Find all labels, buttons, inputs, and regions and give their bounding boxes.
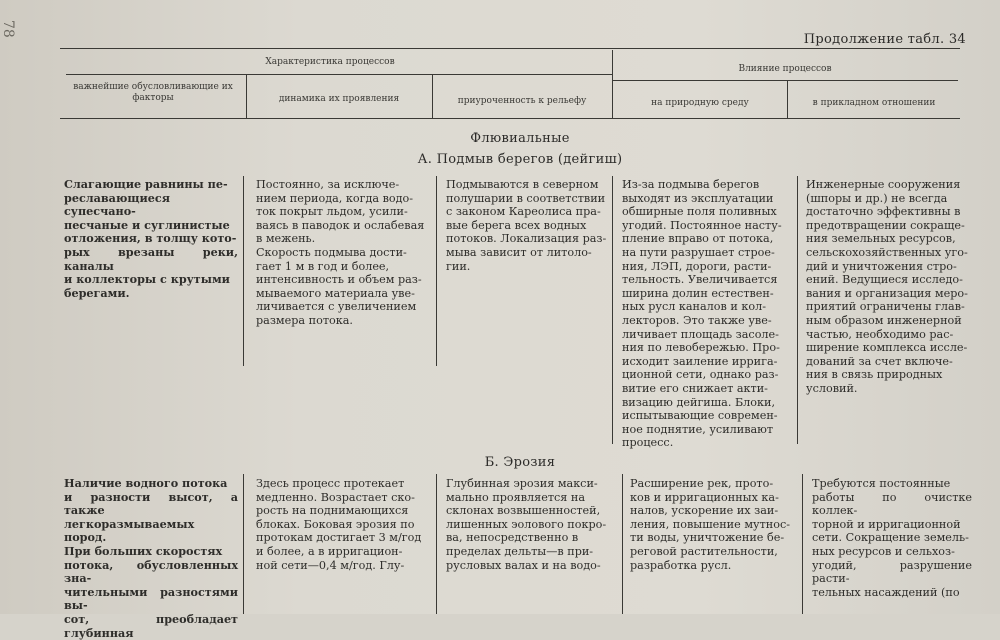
header-separator xyxy=(787,80,788,118)
section-title-fluvial: Флювиальные xyxy=(470,131,570,146)
header-separator xyxy=(246,74,247,118)
header-bottom-rule xyxy=(60,118,960,119)
table-top-rule xyxy=(60,48,960,49)
column-separator xyxy=(797,176,798,444)
header-separator xyxy=(612,50,613,118)
header-col-dynamics: динамика их проявления xyxy=(278,94,400,104)
group-right-rule xyxy=(612,80,958,81)
column-separator xyxy=(436,176,437,366)
header-col-environment: на природную среду xyxy=(651,98,749,108)
cell-a-environment: Из-за подмыва берегов выходят из эксплуатации обширные поля поливных угодий. Постоянное насту- пление вправо от потока, на пути разрушает строе- ния, ЛЭП, дороги, расти- тельность. Увеличивается ширина долин естествен- ных русл каналов и кол- лекторов. Это также уве- личивает площадь засоле- ния по левобережью. Про- исходит заиление ирригa- ционной сети, однако раз- витие его снижает акти- визацию дейгиша. Блоки, испытывающие современ- ное поднятие, усиливают процесс. xyxy=(622,178,782,450)
column-separator xyxy=(243,176,244,366)
header-group-influence: Влияние процессов xyxy=(738,64,832,74)
header-col-relief: приуроченность к рельефу xyxy=(457,96,587,106)
column-separator xyxy=(436,474,437,614)
header-group-characteristics: Характеристика процессов xyxy=(265,57,395,67)
cell-b-applied: Требуются постоянные работы по очистке коллек- торной и ирригационной сети. Сокращение земель- ных ресурсов и сельхоз- угодий, разрушение расти- тельных насаждений (по xyxy=(812,477,972,599)
cell-b-dynamics: Здесь процесс протекает медленно. Возрастает ско- рость на поднимающихся блоках. Боковая эрозия по протокам достигает 3 м/год и более, а в ирригацион- ной сети—0,4 м/год. Глу- xyxy=(256,477,422,572)
cell-a-applied: Инженерные сооружения (шпоры и др.) не всегда достаточно эффективны в предотвращении сокраще- ния земельных ресурсов, сельскохозяйственных уго- дий и уничтожения стро- ений. Ведущиеся исследо- вания и организация меро- приятий ограничены глав- ным образом инженерной частью, необходимо рас- ширение комплекса иссле- дований за счет включе- ния в связь природных условий. xyxy=(806,178,968,395)
cell-a-factors: Слагающие равнины пе- реславающиеся супесчано- песчаные и суглинистые отложения, в толщу кото- рых врезаны реки, каналы и коллекторы с крутыми берегами. xyxy=(64,177,238,300)
column-separator xyxy=(802,474,803,614)
page-number: 78 xyxy=(0,20,16,38)
cell-b-environment: Расширение рек, прото- ков и ирригационных ка- налов, ускорение их заи- ления, повышение мутнос- ти воды, уничтожение бе- реговой растительности, разработка русл. xyxy=(630,477,791,572)
column-separator xyxy=(622,474,623,614)
cell-a-relief: Подмываются в северном полушарии в соответствии с законом Кареолиса пра- вые берега всех водных потоков. Локализация раз- мыва зависит от литоло- гии. xyxy=(446,178,607,273)
subsection-title-bank-erosion: А. Подмыв берегов (дейгиш) xyxy=(417,152,623,167)
header-col-applied: в прикладном отношении xyxy=(812,98,936,108)
subsection-title-erosion: Б. Эрозия xyxy=(484,455,556,470)
group-left-rule xyxy=(66,74,612,75)
column-separator xyxy=(243,474,244,614)
header-separator xyxy=(432,74,433,118)
header-col-factors: важнейшие обусловливающие их факторы xyxy=(73,82,233,103)
cell-b-factors: Наличие водного потока и разности высот, а также легкоразмываемых пород. При больших скоростях потока, обусловленных зна- чительными разностями вы- сот, преобладает глубинная xyxy=(64,476,238,640)
cell-b-relief: Глубинная эрозия макси- мально проявляется на склонах возвышенностей, лишенных эолового покро- ва, непосредственно в пределах дельты—в при- русловых валах и на водо- xyxy=(446,477,607,572)
cell-a-dynamics: Постоянно, за исключе- нием периода, когда водо- ток покрыт льдом, усили- ваясь в паводок и ослабевая в межень. Скорость подмыва дости- гает 1 м в год и более, интенсивность и объем раз- мываемого материала уве- личивается с увеличением размера потока. xyxy=(256,178,425,327)
table-continuation-title: Продолжение табл. 34 xyxy=(803,32,966,47)
column-separator xyxy=(612,176,613,444)
